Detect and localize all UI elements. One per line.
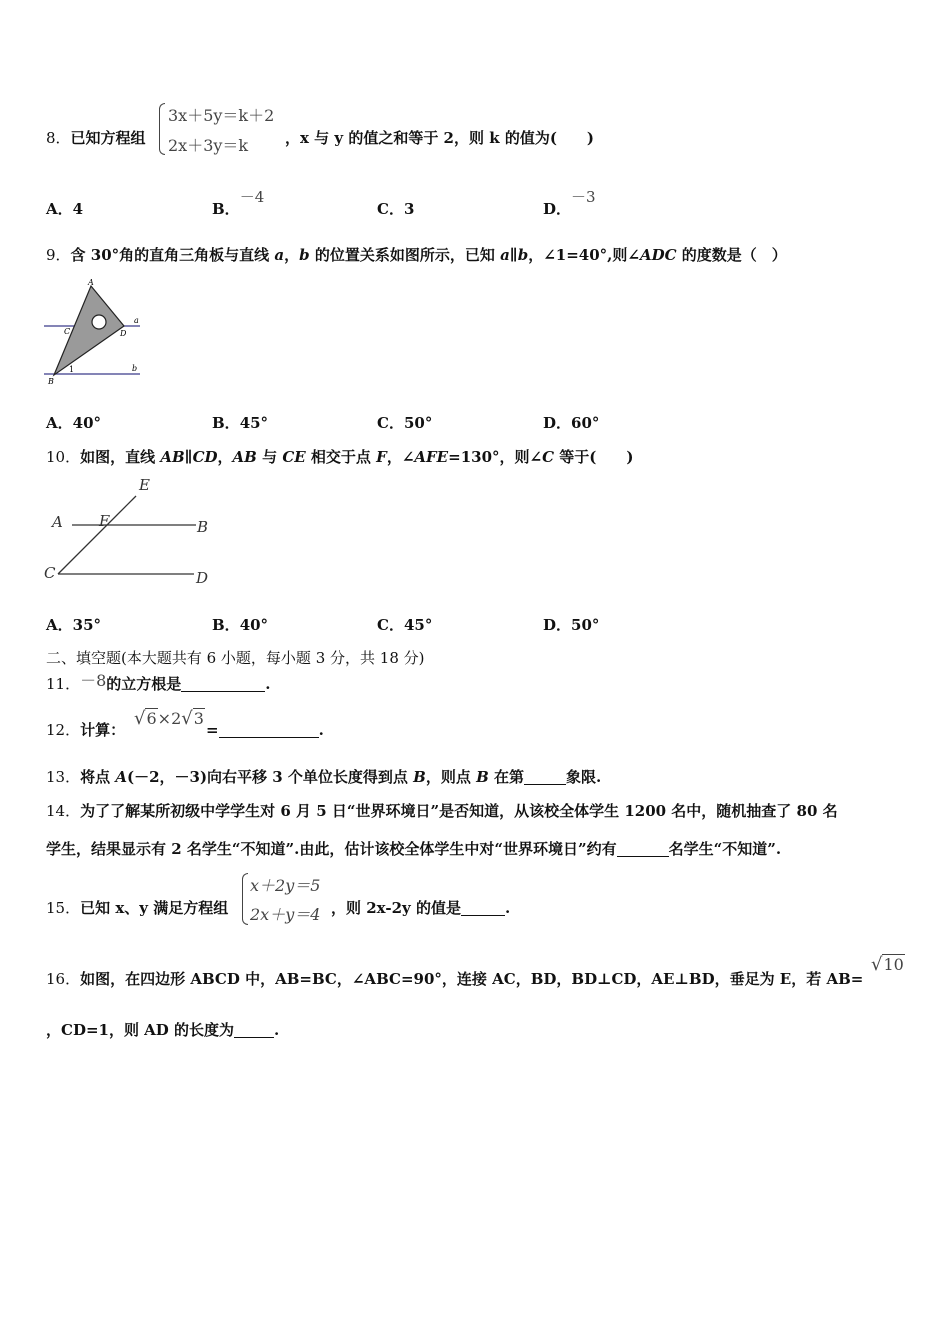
option-value: －4 [239, 188, 265, 206]
q8-option-a[interactable] [46, 199, 83, 219]
option-label: A． [46, 200, 73, 218]
q13-text: (－2，－3)向右平移 3 个单位长度得到点 [126, 768, 414, 786]
q9-var-b: b [299, 246, 310, 264]
label-C: C [64, 327, 71, 336]
label-angle-1: 1 [69, 365, 75, 374]
q9-option-b[interactable] [212, 413, 268, 433]
q8-equation-2: 2x＋3y＝k [168, 136, 249, 155]
q8-option-b[interactable] [212, 188, 265, 219]
option-label: C． [377, 414, 404, 432]
label-C: C [44, 564, 56, 582]
q10-text: 与 [256, 448, 283, 466]
q13-point-b: B [413, 768, 426, 786]
option-label: D． [543, 414, 572, 432]
q13-point-a: A [115, 768, 127, 786]
option-value: 40° [72, 414, 102, 432]
q13-text: 在第 [488, 768, 524, 786]
q9-text: 含 30°角的直角三角板与直线 [70, 246, 275, 264]
option-label: B． [212, 200, 240, 218]
option-label: C． [377, 616, 404, 634]
question-number: 13． [46, 768, 81, 786]
q13-point-b: B [476, 768, 489, 786]
q15-equation-2: 2x＋y＝4 [250, 905, 321, 924]
q9-figure [44, 278, 144, 386]
ruler-hole [92, 315, 106, 329]
option-label: B． [212, 616, 240, 634]
answer-blank[interactable] [234, 1021, 274, 1038]
q8-option-d[interactable] [543, 188, 596, 219]
option-value: －3 [571, 188, 596, 206]
option-value: 60° [571, 414, 600, 432]
label-F: F [99, 512, 110, 530]
option-label: C． [377, 200, 404, 218]
label-E: E [139, 476, 150, 494]
q16-sqrt: √10 [871, 954, 904, 975]
q16-end: . [274, 1021, 280, 1039]
q16-radicand: 10 [883, 955, 904, 974]
q12-radicand-b: 3 [193, 709, 204, 728]
q9-text: 的位置关系如图所示，已知 [309, 246, 501, 264]
q10-c: C [542, 448, 555, 466]
option-value: 50° [571, 616, 600, 634]
q12-times: ×2 [157, 709, 182, 728]
q15-stem [46, 898, 228, 918]
option-value: 45° [239, 414, 269, 432]
q14-line1 [46, 801, 838, 821]
q10-text: 如图，直线 [80, 448, 161, 466]
q10-ce: CE [282, 448, 306, 466]
q10-text: ，∠ [386, 448, 415, 466]
q11-end: . [265, 675, 271, 693]
label-B: B [48, 377, 54, 386]
label-D: D [120, 329, 127, 338]
q12-radicand-a: 6 [146, 709, 157, 728]
question-number: 11． [46, 675, 81, 693]
q15-system-brace [242, 873, 248, 925]
q9-var-a: a [274, 246, 285, 264]
q9-option-d[interactable] [543, 413, 599, 433]
q12-answer [206, 720, 324, 740]
question-number: 12． [46, 721, 81, 739]
question-number: 14． [46, 802, 81, 820]
q16-text: ，CD=1，则 AD 的长度为 [46, 1021, 235, 1039]
label-b: b [132, 364, 138, 373]
question-number: 8． [46, 129, 71, 147]
q15-equation-1: x＋2y＝5 [250, 876, 321, 895]
q9-sep: ， [284, 246, 300, 264]
label-A: A [88, 278, 94, 287]
q13-text: 将点 [80, 768, 116, 786]
label-A: A [52, 513, 63, 531]
q8-system-brace [159, 103, 165, 155]
q8-equation-1: 3x＋5y＝k＋2 [168, 106, 275, 125]
q11-text: 的立方根是 [106, 675, 182, 693]
q8-prefix: 已知方程组 [70, 129, 146, 147]
option-label: B． [212, 414, 240, 432]
answer-blank[interactable] [181, 675, 265, 692]
q10-option-a[interactable] [46, 615, 101, 635]
answer-blank[interactable] [524, 768, 566, 785]
q11-math: －8 [80, 671, 107, 690]
q13-text: 象限. [566, 768, 602, 786]
q10-afe: AFE [414, 448, 449, 466]
q10-text: 等于( ) [554, 448, 634, 466]
q15-suffix [331, 898, 510, 918]
q12-math: √6×2√3 [134, 708, 204, 729]
q10-text: 相交于点 [305, 448, 377, 466]
q9-text: ，∠1=40°,则∠ [528, 246, 640, 264]
q14-text: 为了了解某所初级中学学生对 6 月 5 日“世界环境日”是否知道，从该校全体学生 1200 名中，随机抽查了 80 名 [80, 802, 838, 820]
q10-text: =130°，则∠ [448, 448, 543, 466]
q13-stem [46, 767, 601, 787]
option-value: 50° [403, 414, 433, 432]
q10-option-b[interactable] [212, 615, 268, 635]
q9-parallel: a∥b [500, 246, 529, 264]
q10-option-d[interactable] [543, 615, 599, 635]
q11-stem [46, 671, 271, 694]
option-label: D． [543, 616, 572, 634]
question-number: 15． [46, 899, 81, 917]
q15-text: ，则 2x-2y 的值是 [331, 899, 461, 917]
option-label: A． [46, 616, 73, 634]
line-ce [58, 496, 136, 574]
q16-text: 如图，在四边形 ABCD 中，AB=BC，∠ABC=90°，连接 AC，BD，BD⊥CD，AE⊥BD，垂足为 E，若 AB= [80, 970, 864, 988]
q10-figure [44, 474, 219, 590]
q8-stem [46, 128, 146, 148]
q14-text: 名学生“不知道”. [668, 840, 782, 858]
label-D: D [196, 569, 209, 587]
option-value: 35° [72, 616, 102, 634]
option-value: 40° [239, 616, 269, 634]
question-number: 10． [46, 448, 81, 466]
question-number: 16． [46, 970, 81, 988]
q13-text: ，则点 [425, 768, 477, 786]
q8-suffix: ，x 与 y 的值之和等于 2，则 k 的值为( ) [285, 129, 595, 147]
q14-text: 学生，结果显示有 2 名学生“不知道”.由此，估计该校全体学生中对“世界环境日”约有 [46, 840, 617, 858]
q10-parallel: AB∥CD [160, 448, 218, 466]
q9-option-c[interactable] [377, 413, 432, 433]
q9-text: 的度数是（ ） [676, 246, 787, 264]
answer-blank[interactable] [461, 899, 505, 916]
q8-option-c[interactable] [377, 199, 414, 219]
question-number: 9． [46, 246, 71, 264]
option-value: 4 [72, 200, 84, 218]
q12-end: . [318, 721, 324, 739]
q9-option-a[interactable] [46, 413, 101, 433]
q15-text: 已知 x、y 满足方程组 [80, 899, 229, 917]
q16-line2 [46, 1020, 279, 1040]
q12-stem [46, 720, 125, 740]
q10-ab: AB [232, 448, 257, 466]
option-value: 3 [403, 200, 415, 218]
q10-sep: ， [217, 448, 233, 466]
label-B: B [197, 518, 209, 536]
option-label: A． [46, 414, 73, 432]
q10-option-c[interactable] [377, 615, 432, 635]
option-label: D． [543, 200, 572, 218]
q16-line1 [46, 969, 863, 989]
section-heading: 二、填空题(本大题共有 6 小题，每小题 3 分，共 18 分) [46, 649, 425, 667]
q12-eq: = [206, 721, 219, 739]
label-a: a [134, 316, 139, 325]
q10-stem [46, 447, 633, 467]
q15-end: . [504, 899, 511, 917]
q10-f: F [376, 448, 387, 466]
q9-angle-adc: ADC [639, 246, 677, 264]
answer-blank[interactable] [219, 721, 319, 738]
q9-stem [46, 245, 787, 265]
q14-line2 [46, 839, 781, 859]
option-value: 45° [403, 616, 433, 634]
q12-text: 计算： [80, 721, 126, 739]
answer-blank[interactable] [617, 840, 669, 857]
